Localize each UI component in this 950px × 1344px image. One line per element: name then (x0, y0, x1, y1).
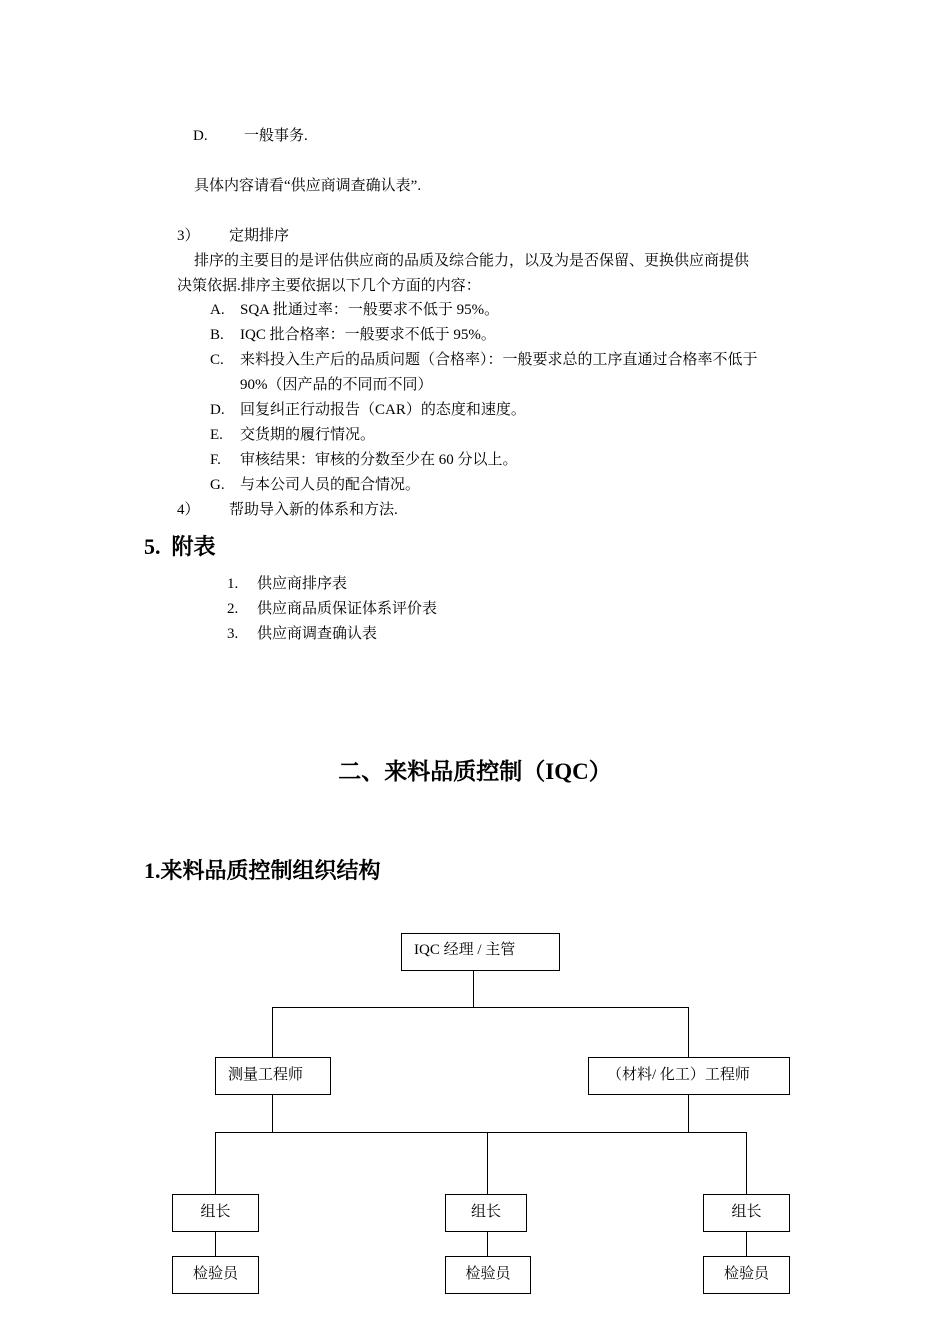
org-node-label: （材料/ 化工）工程师 (607, 1067, 750, 1083)
part2-sub1-heading: 1.来料品质控制组织结构 (144, 858, 381, 883)
connector-line (473, 970, 474, 1008)
criterion-marker-d: D. (210, 402, 225, 418)
criterion-marker-b: B. (210, 327, 224, 343)
org-node-label: 组长 (470, 1204, 501, 1220)
connector-line (272, 1094, 273, 1132)
connector-line (272, 1007, 689, 1008)
connector-line (487, 1231, 488, 1257)
item-d-text: 一般事务. (244, 128, 308, 144)
appendix-item-2: 供应商品质保证体系评价表 (257, 601, 438, 617)
org-node-label: 组长 (731, 1204, 762, 1220)
sub3-para-line1: 排序的主要目的是评估供应商的品质及综合能力，以及为是否保留、更换供应商提供 (194, 253, 750, 269)
org-node-inspector-3 (703, 1256, 790, 1294)
sub4-title: 帮助导入新的体系和方法. (229, 502, 398, 518)
criterion-marker-g: G. (210, 477, 225, 493)
appendix-item-1: 供应商排序表 (257, 576, 348, 592)
connector-line (215, 1132, 747, 1133)
appendix-marker-3: 3. (227, 626, 239, 642)
org-node-leader-1 (172, 1194, 259, 1232)
criterion-text-a: SQA 批通过率：一般要求不低于 95%。 (240, 302, 500, 318)
connector-line (272, 1007, 273, 1057)
criterion-marker-f: F. (210, 452, 221, 468)
section5-heading: 5. 附表 (144, 534, 216, 559)
sub3-marker: 3） (177, 228, 200, 244)
org-node-material-engineer (588, 1057, 790, 1095)
criterion-marker-c: C. (210, 352, 224, 368)
sub3-para-line2: 决策依据.排序主要依据以下几个方面的内容： (177, 278, 481, 294)
connector-line (746, 1132, 747, 1194)
connector-line (487, 1132, 488, 1194)
org-node-label: 检验员 (192, 1266, 238, 1282)
connector-line (215, 1132, 216, 1194)
org-node-inspector-2 (445, 1256, 531, 1294)
appendix-marker-2: 2. (227, 601, 239, 617)
org-node-label: 检验员 (465, 1266, 511, 1282)
part2-title: 二、来料品质控制（IQC） (338, 759, 612, 784)
criterion-text-f: 审核结果：审核的分数至少在 60 分以上。 (240, 452, 518, 468)
criterion-text-b: IQC 批合格率：一般要求不低于 95%。 (240, 327, 496, 343)
appendix-marker-1: 1. (227, 576, 239, 592)
sub4-marker: 4） (177, 502, 200, 518)
connector-line (746, 1231, 747, 1257)
sub3-title: 定期排序 (229, 228, 290, 244)
org-node-label: 测量工程师 (228, 1067, 304, 1083)
org-node-label: 检验员 (723, 1266, 769, 1282)
org-node-label: 组长 (200, 1204, 231, 1220)
criterion-text-c: 来料投入生产后的品质问题（合格率）：一般要求总的工序直通过合格率不低于 (240, 352, 758, 368)
see-table-note: 具体内容请看“供应商调查确认表”. (194, 178, 422, 194)
criterion-text-d: 回复纠正行动报告（CAR）的态度和速度。 (240, 402, 526, 418)
org-node-measurement-engineer (215, 1057, 331, 1095)
org-node-leader-3 (703, 1194, 790, 1232)
appendix-item-3: 供应商调查确认表 (257, 626, 378, 642)
org-node-leader-2 (445, 1194, 527, 1232)
criterion-text-e: 交货期的履行情况。 (240, 427, 376, 443)
connector-line (688, 1094, 689, 1132)
criterion-marker-a: A. (210, 302, 225, 318)
item-d-marker: D. (193, 128, 208, 144)
org-node-iqc-manager (401, 933, 560, 971)
criterion-marker-e: E. (210, 427, 223, 443)
org-node-inspector-1 (172, 1256, 259, 1294)
org-node-label: IQC 经理 / 主管 (414, 942, 516, 958)
criterion-text-g: 与本公司人员的配合情况。 (240, 477, 421, 493)
connector-line (688, 1007, 689, 1057)
criterion-text-c-cont: 90%（因产品的不同而不同） (240, 377, 433, 393)
connector-line (215, 1231, 216, 1257)
